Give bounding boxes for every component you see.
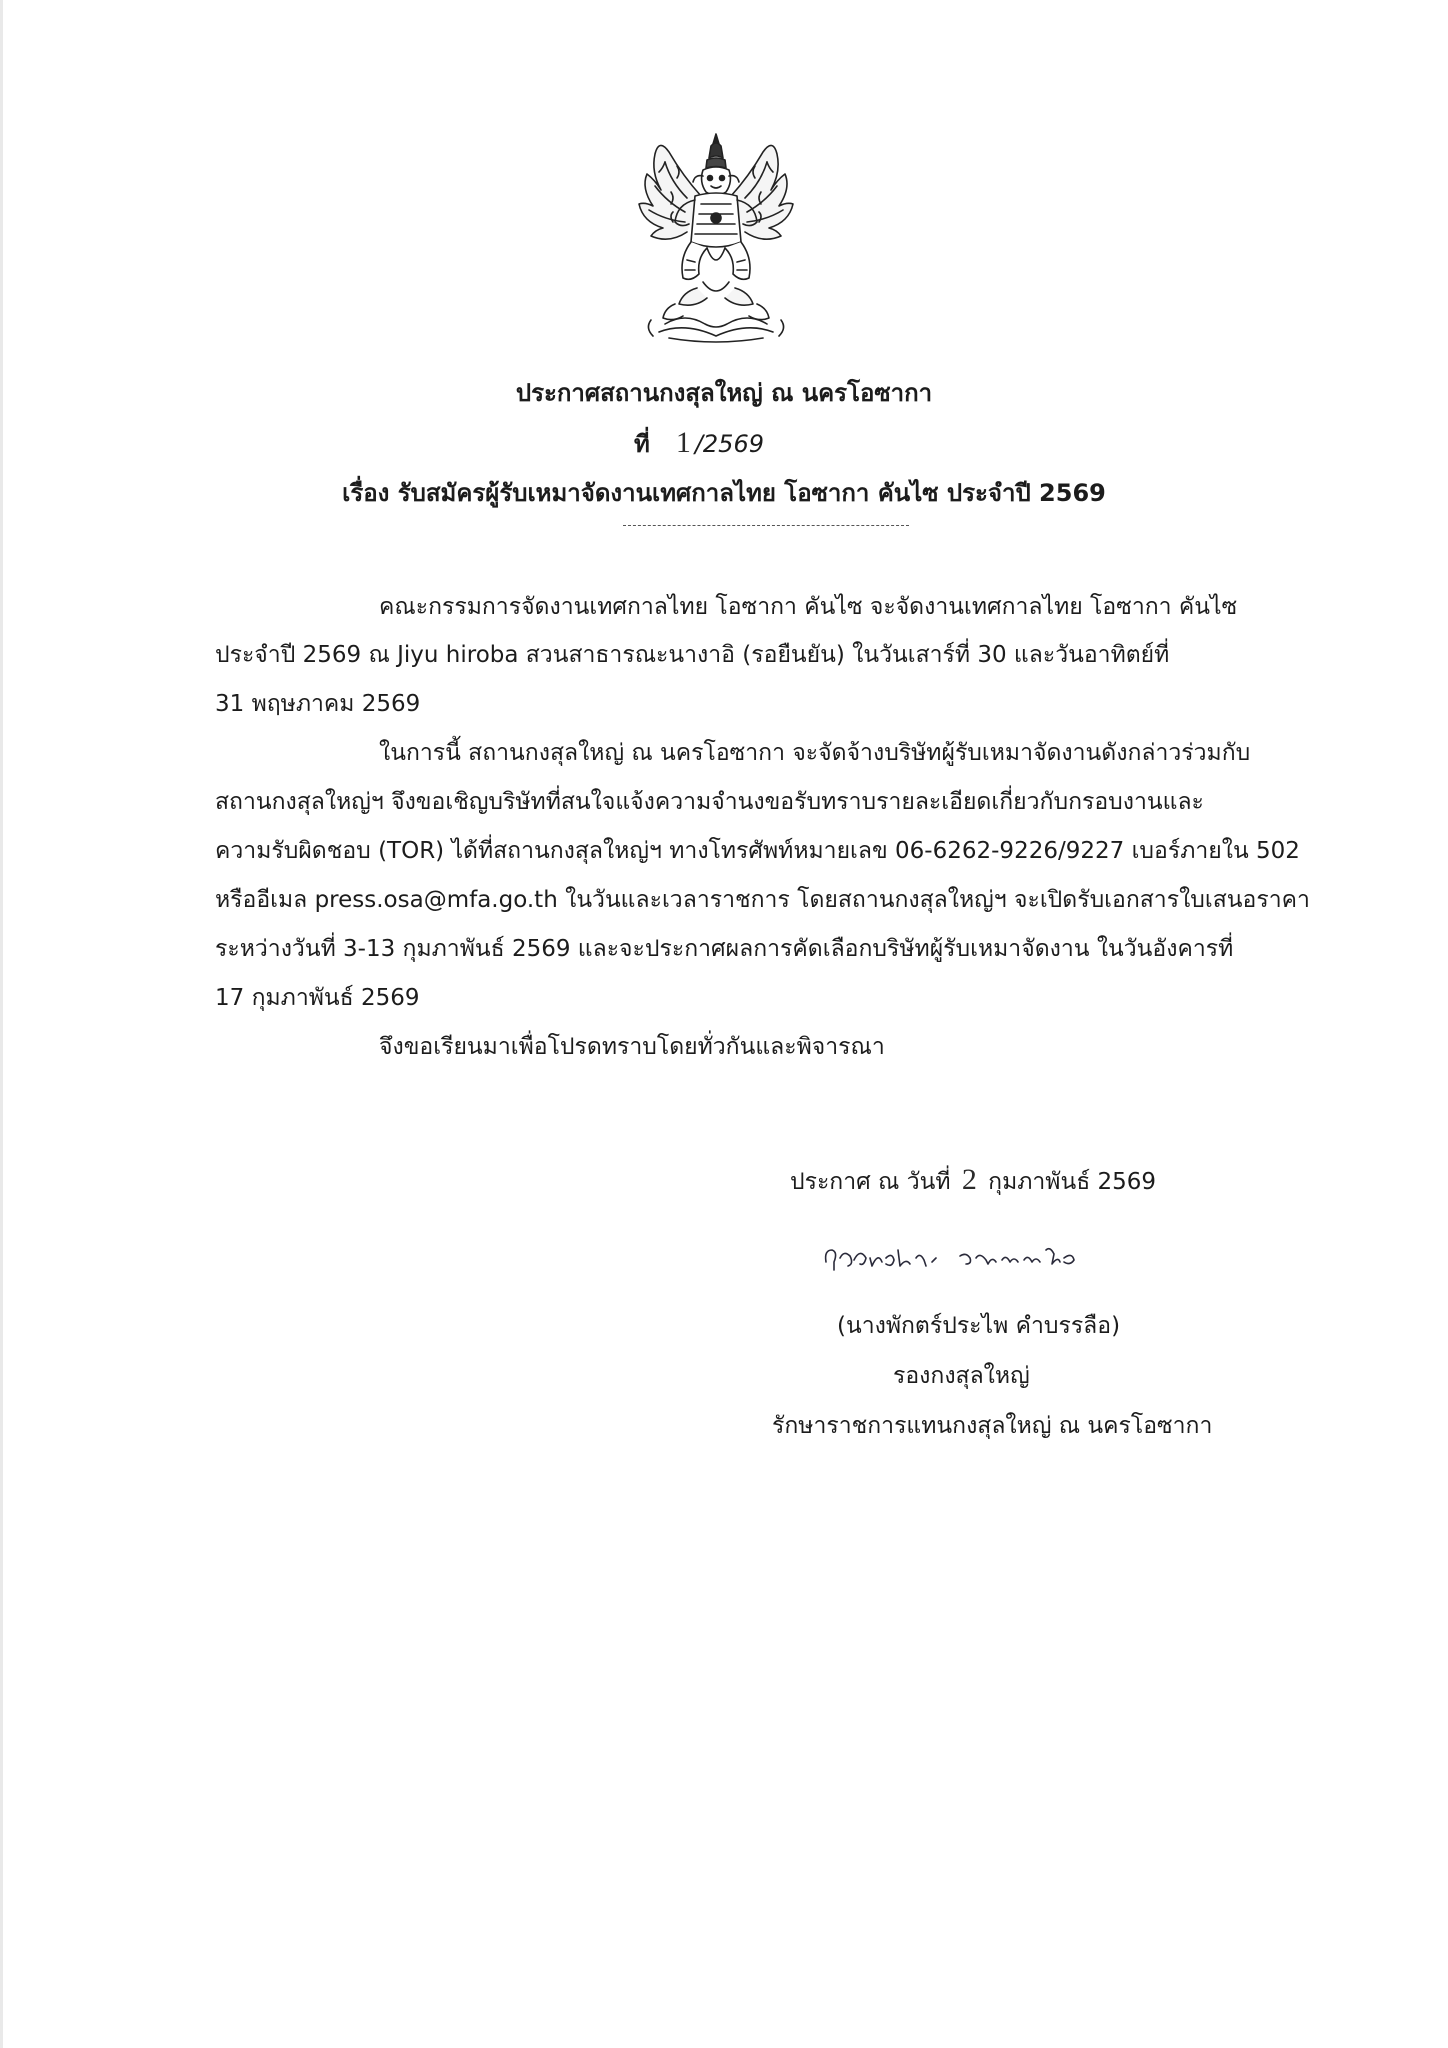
signatory-name: (นางพักตร์ประไพ คำบรรลือ) [837, 1313, 1121, 1339]
date-day: 2 [961, 1163, 977, 1196]
announcement-number [634, 428, 764, 459]
announce-date [790, 1165, 1156, 1197]
signatory-role: รักษาราชการแทนกงสุลใหญ่ ณ นครโอซากา [772, 1413, 1213, 1439]
paragraph-line: หรืออีเมล press.osa@mfa.go.th ในวันและเวลาราชการ โดยสถานกงสุลใหญ่ฯ จะเปิดรับเอกสารใบเสนอราคา [215, 887, 1310, 913]
paragraph-line: 17 กุมภาพันธ์ 2569 [215, 985, 420, 1011]
signatory-position: รองกงสุลใหญ่ [893, 1363, 1030, 1389]
number-year: /2569 [694, 430, 764, 458]
paragraph-line: 31 พฤษภาคม 2569 [215, 691, 421, 717]
paragraph-line: คณะกรรมการจัดงานเทศกาลไทย โอซากา คันไซ จะจัดงานเทศกาลไทย โอซากา คันไซ [379, 594, 1238, 620]
announcement-title: ประกาศสถานกงสุลใหญ่ ณ นครโอซากา [515, 379, 933, 407]
paragraph-line: ประจำปี 2569 ณ Jiyu hiroba สวนสาธารณะนางาอิ (รอยืนยัน) ในวันเสาร์ที่ 30 และวันอาทิตย์ที่ [215, 642, 1170, 668]
announcement-subject: เรื่อง รับสมัครผู้รับเหมาจัดงานเทศกาลไทย โอซากา คันไซ ประจำปี 2569 [342, 479, 1106, 507]
header-divider [623, 525, 909, 528]
number-label: ที่ [634, 430, 650, 458]
date-prefix: ประกาศ ณ วันที่ [790, 1169, 951, 1195]
paragraph-line: ความรับผิดชอบ (TOR) ได้ที่สถานกงสุลใหญ่ฯ ทางโทรศัพท์หมายเลข 06-6262-9226/9227 เบอร์ภายใน 502 [215, 838, 1300, 864]
scan-edge [0, 0, 3, 2048]
paragraph-line: ในการนี้ สถานกงสุลใหญ่ ณ นครโอซากา จะจัดจ้างบริษัทผู้รับเหมาจัดงานดังกล่าวร่วมกับ [379, 740, 1251, 766]
handwritten-signature [820, 1228, 1120, 1278]
paragraph-line: ระหว่างวันที่ 3-13 กุมภาพันธ์ 2569 และจะประกาศผลการคัดเลือกบริษัทผู้รับเหมาจัดงาน ในวันอังคารที่ [215, 936, 1234, 962]
date-suffix: กุมภาพันธ์ 2569 [988, 1169, 1157, 1195]
paragraph-line: สถานกงสุลใหญ่ฯ จึงขอเชิญบริษัทที่สนใจแจ้งความจำนงขอรับทราบรายละเอียดเกี่ยวกับกรอบงานและ [215, 789, 1204, 815]
closing-line: จึงขอเรียนมาเพื่อโปรดทราบโดยทั่วกันและพิจารณา [379, 1034, 885, 1060]
garuda-emblem [625, 132, 807, 344]
number-value: 1 [675, 426, 691, 459]
